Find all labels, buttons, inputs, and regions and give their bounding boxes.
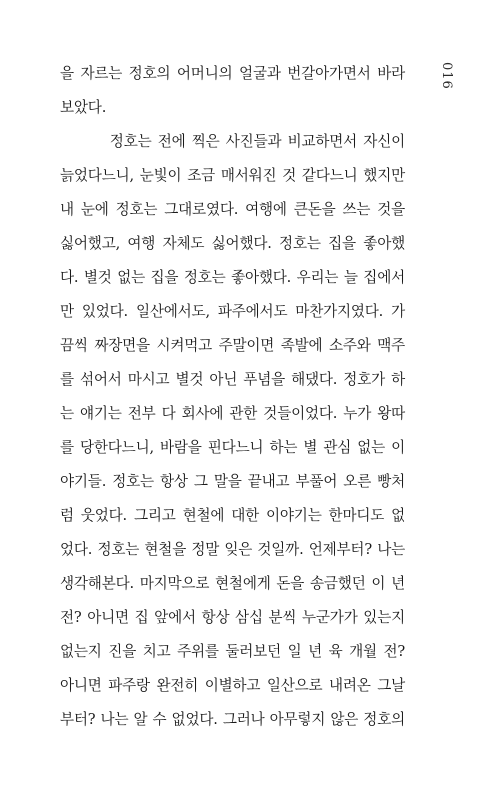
text-line-11: 는 얘기는 전부 다 회사에 관한 것들이었다. 누가 왕따	[60, 405, 405, 422]
text-line-19: 아니면 파주랑 완전히 이별하고 일산으로 내려온 그날	[60, 677, 405, 694]
text-line-6: 싫어했고, 여행 자체도 싫어했다. 정호는 집을 좋아했	[60, 235, 405, 252]
text-line-1: 을 자르는 정호의 어머니의 얼굴과 번갈아가면서 바라	[60, 65, 405, 82]
text-line-16: 생각해본다. 마지막으로 현철에게 돈을 송금했던 이 년	[60, 575, 405, 592]
text-line-9: 끔씩 짜장면을 시켜먹고 주말이면 족발에 소주와 맥주	[60, 337, 405, 354]
page-number: 016	[439, 62, 454, 90]
text-line-7: 다. 별것 없는 집을 정호는 좋아했다. 우리는 늘 집에서	[60, 269, 405, 286]
text-line-15: 었다. 정호는 현철을 정말 잊은 것일까. 언제부터? 나는	[60, 541, 405, 558]
text-line-13: 야기들. 정호는 항상 그 말을 끝내고 부풀어 오른 빵처	[60, 473, 405, 490]
text-line-10: 를 섞어서 마시고 별것 아닌 푸념을 해댔다. 정호가 하	[60, 371, 405, 388]
text-line-5: 내 눈에 정호는 그대로였다. 여행에 큰돈을 쓰는 것을	[60, 201, 405, 218]
text-line-17: 전? 아니면 집 앞에서 항상 삼십 분씩 누군가가 있는지	[60, 609, 405, 626]
body-text	[60, 57, 405, 737]
text-line-18: 없는지 진을 치고 주위를 둘러보던 일 년 육 개월 전?	[60, 643, 405, 660]
text-line-4: 늙었다느니, 눈빛이 조금 매서워진 것 같다느니 했지만	[60, 167, 405, 184]
text-line-20: 부터? 나는 알 수 없었다. 그러나 아무렇지 않은 정호의	[60, 711, 405, 728]
text-line-8: 만 있었다. 일산에서도, 파주에서도 마찬가지였다. 가	[60, 303, 405, 320]
text-line-14: 럼 웃었다. 그리고 현철에 대한 이야기는 한마디도 없	[60, 507, 405, 524]
text-line-3: 정호는 전에 찍은 사진들과 비교하면서 자신이	[60, 133, 405, 150]
text-line-2: 보았다.	[60, 99, 107, 116]
text-line-12: 를 당한다느니, 바람을 핀다느니 하는 별 관심 없는 이	[60, 439, 405, 456]
